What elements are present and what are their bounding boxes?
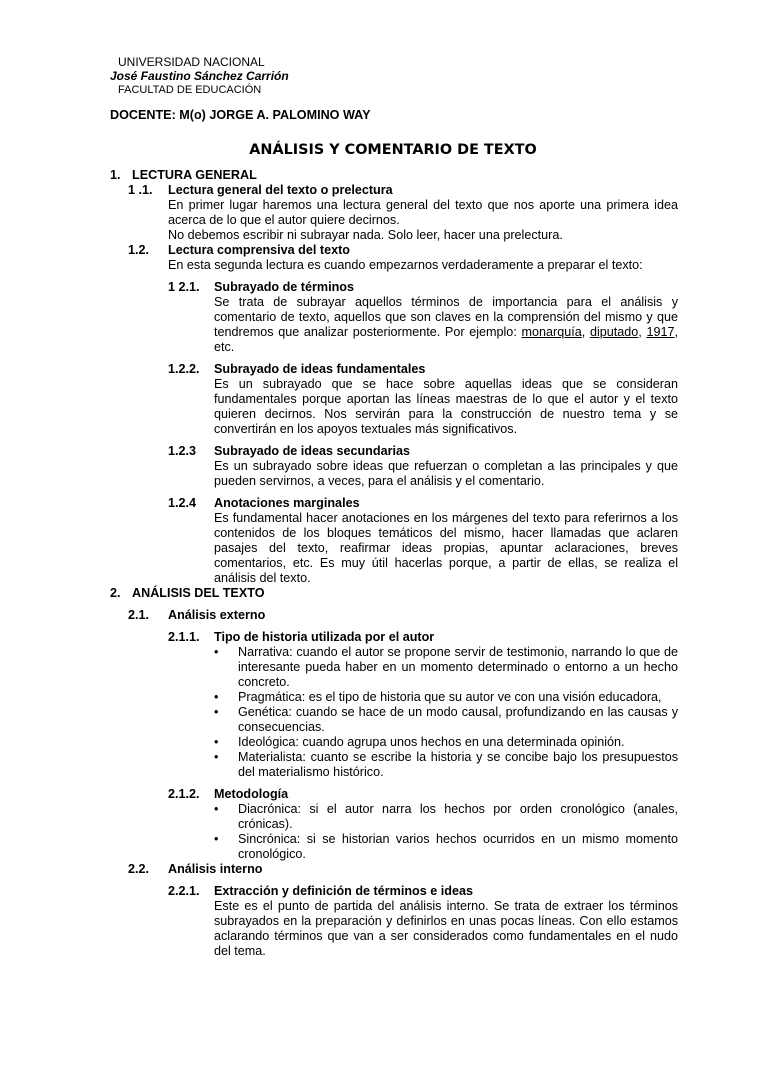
- bullet: •: [214, 690, 219, 704]
- section-1-2-1: [110, 280, 678, 355]
- bullet-list: [214, 802, 678, 862]
- section-2-1-1: [110, 630, 678, 780]
- section-number: 1 .1.: [128, 183, 153, 197]
- section-1-1: [110, 183, 678, 243]
- section-number: 1.2.4: [168, 496, 197, 510]
- university-full-name: José Faustino Sánchez Carrión: [110, 69, 289, 83]
- bullet: •: [214, 705, 219, 719]
- list-item-text: Genética: cuando se hace de un modo causal, profundizando en las causas y consecuencias.: [238, 705, 678, 734]
- bullet: •: [214, 735, 219, 749]
- section-title: LECTURA GENERAL: [132, 168, 257, 182]
- section-title: Metodología: [214, 787, 289, 801]
- separator: ,: [581, 325, 586, 339]
- paragraph: Es un subrayado que se hace sobre aquellas ideas que se consideran fundamentales porque aportan las líneas maestras de lo que el autor y el texto quieren decirnos. Nos servirán para la construcción de nuestro tema y se convertirán en los apoyos textuales más significativos.: [214, 377, 678, 436]
- section-number: 1.2.3: [168, 444, 197, 458]
- section-number: 2.1.2.: [168, 787, 200, 801]
- paragraph: Es fundamental hacer anotaciones en los márgenes del texto para referirnos a los contenidos de los bloques temáticos del mismo, hacer llamadas que aclaren pasajes del texto, reafirmar ideas propias, apuntar aclaraciones, breves comentarios, etc. Es muy útil hacerlas porque, a partir de ellas, se realiza el análisis del texto.: [214, 511, 678, 585]
- document-title: ANÁLISIS Y COMENTARIO DE TEXTO: [249, 142, 537, 158]
- list-item-text: Pragmática: es el tipo de historia que su autor ve con una visión educadora,: [238, 690, 662, 704]
- example-term: monarquía: [521, 325, 582, 339]
- list-item: [214, 832, 678, 862]
- document-body: [110, 168, 678, 959]
- section-number: 2.2.: [128, 862, 150, 876]
- section-title: Análisis interno: [168, 862, 263, 876]
- section-number: 1 2.1.: [168, 280, 200, 294]
- section-number: 1.2.2.: [168, 362, 200, 376]
- section-2-1-2: [110, 787, 678, 862]
- list-item: [214, 690, 678, 705]
- section-title: Lectura general del texto o prelectura: [168, 183, 393, 197]
- paragraph: En esta segunda lectura es cuando empezarnos verdaderamente a preparar el texto:: [168, 258, 643, 272]
- institution-header: [110, 55, 289, 97]
- list-item-text: Ideológica: cuando agrupa unos hechos en una determinada opinión.: [238, 735, 625, 749]
- university-name: UNIVERSIDAD NACIONAL: [118, 55, 265, 69]
- section-2-2: [110, 862, 678, 877]
- list-item: [214, 735, 678, 750]
- section-1-heading: [110, 168, 678, 183]
- list-item: [214, 645, 678, 690]
- section-title: Subrayado de ideas fundamentales: [214, 362, 426, 376]
- paragraph: En primer lugar haremos una lectura general del texto que nos aporte una primera idea acerca de lo que el autor quiere decirnos.: [168, 198, 678, 227]
- section-2-1: [110, 608, 678, 623]
- section-number: 2.1.1.: [168, 630, 200, 644]
- paragraph-text: Se trata de subrayar aquellos términos de importancia para el análisis y comentario de texto, aquellos que son claves en la comprensión del mismo y que tendremos que analizar posteriormente. Por ejemplo:: [214, 295, 678, 339]
- section-title: Lectura comprensiva del texto: [168, 243, 350, 257]
- section-number: 2.1.: [128, 608, 150, 622]
- separator: ,: [638, 325, 642, 339]
- section-number: 1.: [110, 168, 121, 182]
- section-2-heading: [110, 586, 678, 601]
- bullet: •: [214, 832, 219, 846]
- list-item: [214, 705, 678, 735]
- section-number: 2.: [110, 586, 121, 600]
- list-item-text: Materialista: cuanto se escribe la historia y se concibe bajo los presupuestos del materialismo histórico.: [238, 750, 678, 779]
- section-1-2: [110, 243, 678, 273]
- section-number: 2.2.1.: [168, 884, 200, 898]
- list-item-text: Diacrónica: si el autor narra los hechos por orden cronológico (anales, crónicas).: [238, 802, 678, 831]
- section-title: Anotaciones marginales: [214, 496, 360, 510]
- section-title: Análisis externo: [168, 608, 266, 622]
- faculty-name: FACULTAD DE EDUCACIÓN: [118, 84, 262, 96]
- list-item: [214, 750, 678, 780]
- section-title: Subrayado de términos: [214, 280, 354, 294]
- bullet-list: [214, 645, 678, 780]
- bullet: •: [214, 645, 219, 659]
- paragraph-end: , etc.: [214, 325, 679, 354]
- section-1-2-2: [110, 362, 678, 437]
- section-title: ANÁLISIS DEL TEXTO: [132, 586, 265, 600]
- example-term: 1917: [646, 325, 675, 339]
- section-title: Tipo de historia utilizada por el autor: [214, 630, 435, 644]
- section-number: 1.2.: [128, 243, 150, 257]
- section-2-2-1: [110, 884, 678, 959]
- section-title: Subrayado de ideas secundarias: [214, 444, 410, 458]
- bullet: •: [214, 802, 219, 816]
- list-item: [214, 802, 678, 832]
- paragraph: Este es el punto de partida del análisis interno. Se trata de extraer los términos subrayados en la preparación y definirlos en unas pocas líneas. Con ello estamos aclarando términos que van a ser considerados como fundamentales en el nudo del tema.: [214, 899, 678, 958]
- section-title: Extracción y definición de términos e ideas: [214, 884, 473, 898]
- paragraph: [214, 295, 678, 355]
- example-term: diputado: [589, 325, 639, 339]
- list-item-text: Sincrónica: si se historian varios hechos ocurridos en un mismo momento cronológico.: [238, 832, 678, 861]
- bullet: •: [214, 750, 219, 764]
- section-1-2-3: [110, 444, 678, 489]
- paragraph: Es un subrayado sobre ideas que refuerzan o completan a las principales y que pueden servirnos, a veces, para el análisis y el comentario.: [214, 459, 678, 488]
- section-1-2-4: [110, 496, 678, 586]
- paragraph: No debemos escribir ni subrayar nada. Solo leer, hacer una prelectura.: [168, 228, 563, 242]
- list-item-text: Narrativa: cuando el autor se propone servir de testimonio, narrando lo que de interesante pueda haber en un momento determinado o entorno a un hecho concreto.: [238, 645, 678, 689]
- teacher-line: DOCENTE: M(o) JORGE A. PALOMINO WAY: [110, 108, 371, 122]
